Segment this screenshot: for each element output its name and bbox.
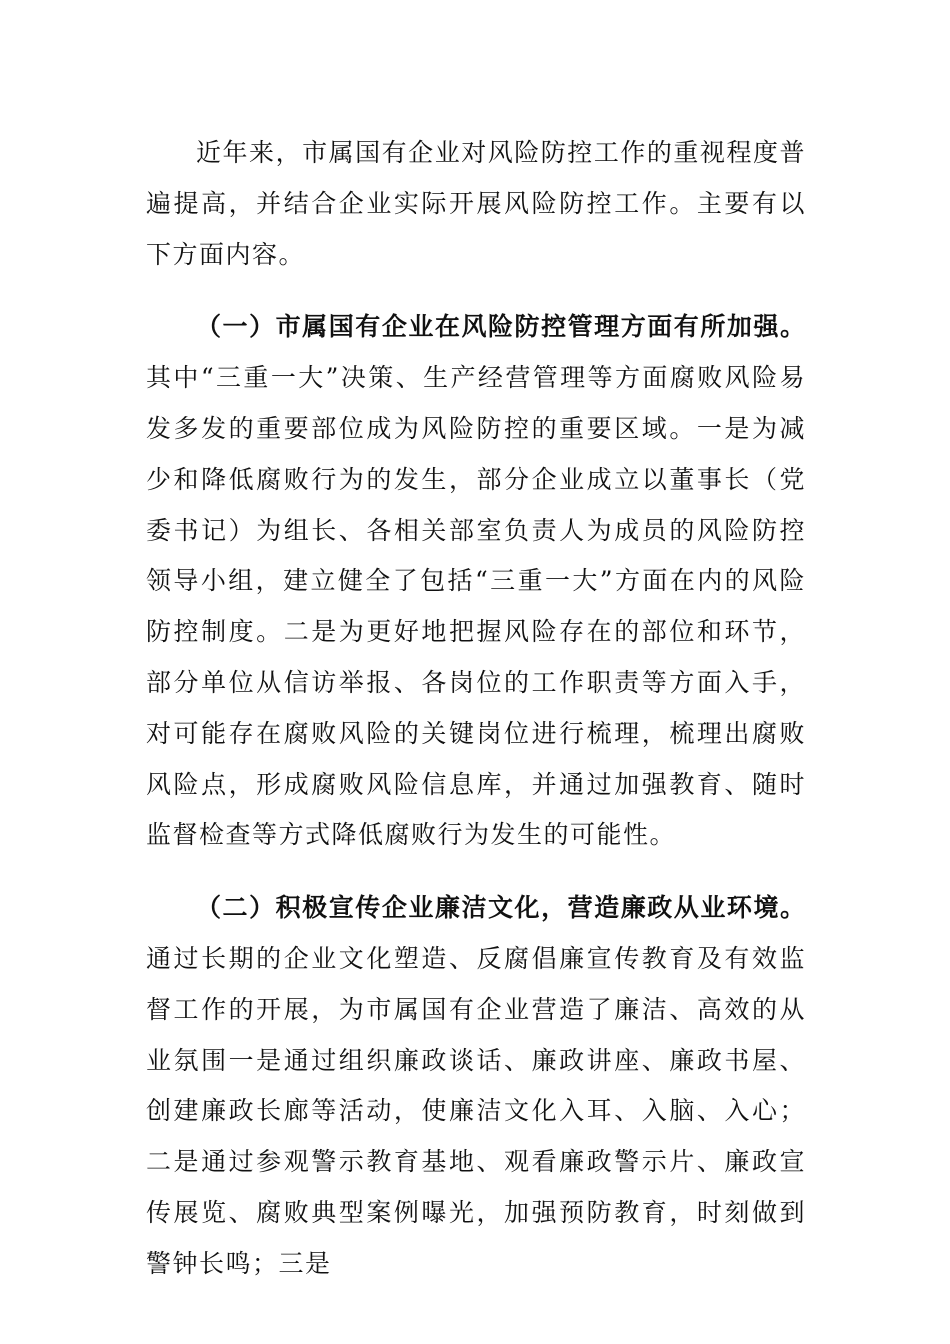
section-two-text: 通过长期的企业文化塑造、反腐倡廉宣传教育及有效监督工作的开展，为市属国有企业营造了廉洁、高效的从业氛围一是通过组织廉政谈话、廉政讲座、廉政书屋、创建廉政长廊等活动，使廉洁文化入耳、入脑、入心；二是通过参观警示教育基地、观看廉政警示片、廉政宣传展览、腐败典型案例曝光，加强预防教育，时刻做到警钟长鸣；三是 [146, 943, 806, 1278]
section-one-heading: （一）市属国有企业在风险防控管理方面有所加强。 [196, 312, 806, 342]
document-body [146, 128, 806, 1290]
section-one-text: 其中“三重一大”决策、生产经营管理等方面腐败风险易发多发的重要部位成为风险防控的重要区域。一是为减少和降低腐败行为的发生，部分企业成立以董事长（党委书记）为组长、各相关部室负责人为成员的风险防控领导小组，建立健全了包括“三重一大”方面在内的风险防控制度。二是为更好地把握风险存在的部位和环节，部分单位从信访举报、各岗位的工作职责等方面入手，对可能存在腐败风险的关键岗位进行梳理，梳理出腐败风险点，形成腐败风险信息库，并通过加强教育、随时监督检查等方式降低腐败行为发生的可能性。 [146, 363, 806, 850]
intro-paragraph-text: 近年来，市属国有企业对风险防控工作的重视程度普遍提高，并结合企业实际开展风险防控工作。主要有以下方面内容。 [146, 138, 806, 269]
section-two-heading: （二）积极宣传企业廉洁文化，营造廉政从业环境。 [196, 893, 806, 923]
intro-paragraph [146, 128, 806, 280]
section-two-paragraph [146, 883, 806, 1289]
section-one-paragraph [146, 302, 806, 861]
